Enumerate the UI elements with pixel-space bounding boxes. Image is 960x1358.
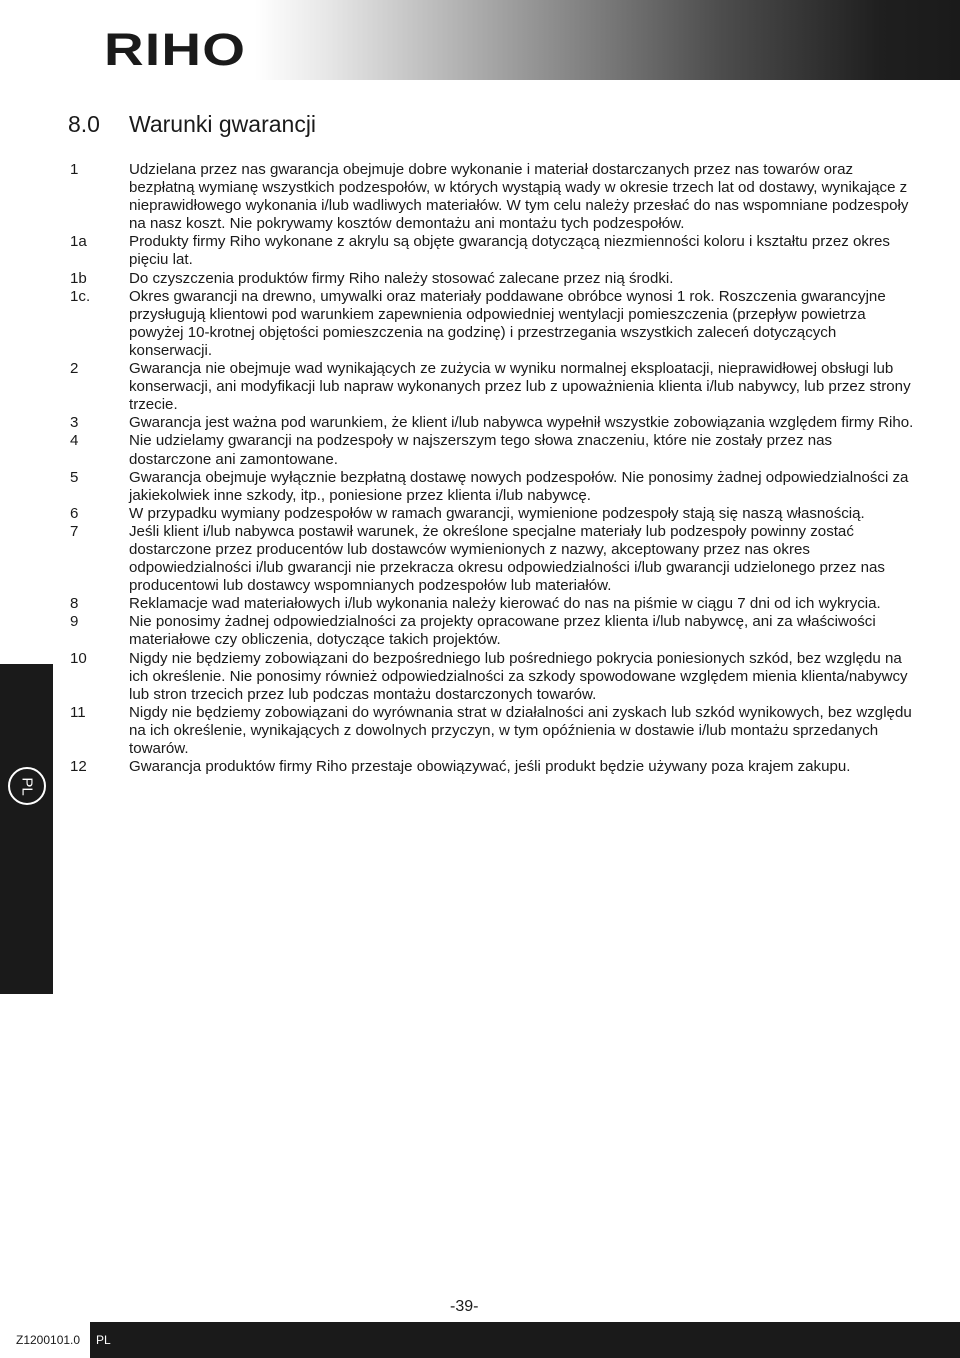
language-badge (8, 767, 46, 805)
list-item (70, 432, 920, 468)
language-side-tab (0, 664, 53, 994)
language-badge-label: PL (18, 776, 36, 796)
list-item (70, 595, 920, 613)
section-heading: Warunki gwarancji (129, 111, 317, 137)
list-item (70, 414, 920, 432)
item-text: Okres gwarancji na drewno, umywalki oraz materiały poddawane obróbce wynosi 1 rok. Roszczenia gwarancyjne przysługują klientowi pod warunkiem zapewnienia odpowiedniej wentylacji pomieszczenia (przepływ powietrza powyżej 10-krotnej objętości pomieszczenia na godzinę) i przestrzegania wszystkich zaleceń dotyczących konserwacji. (129, 287, 886, 359)
item-number: 11 (70, 703, 86, 721)
item-number: 9 (70, 613, 79, 631)
item-text: Do czyszczenia produktów firmy Riho należy stosować zalecane przez nią środki. (129, 269, 674, 287)
item-number: 2 (70, 360, 79, 378)
item-number: 6 (70, 504, 79, 522)
item-text: Gwarancja produktów firmy Riho przestaje obowiązywać, jeśli produkt będzie używany poza krajem zakupu. (129, 758, 851, 776)
list-item (70, 505, 920, 523)
list-item (70, 469, 920, 505)
item-number: 12 (70, 758, 87, 776)
item-number: 1c. (70, 287, 91, 305)
list-item (70, 233, 920, 269)
item-text: Gwarancja obejmuje wyłącznie bezpłatną dostawę nowych podzespołów. Nie ponosimy żadnej odpowiedzialności za jakiekolwiek inne szkody, itp., poniesione przez klienta i/lub nabywcę. (129, 468, 909, 504)
list-item (70, 523, 920, 595)
item-text: Nie udzielamy gwarancji na podzespoły w najszerszym tego słowa znaczeniu, które nie zostały przez nas dostarczone ani zamontowane. (129, 432, 833, 468)
item-text: Jeśli klient i/lub nabywca postawił warunek, że określone specjalne materiały lub podzespoły powinny zostać dostarczone przez producentów lub dostawców wymienionych z nazwy, akceptowany przez nas okres odpowiedzialności i/lub gwarancji nie przekracza okresu odpowiedzialności i/lub gwarancji udzielonego przez nas producentowi lub dostawcy wspomnianych podzespołów lub materiałów. (129, 522, 885, 595)
document-code: Z1200101.0 (0, 1322, 90, 1358)
item-text: Udzielana przez nas gwarancja obejmuje dobre wykonanie i materiał dostarczanych przez nas towarów oraz bezpłatną wymianę wszystkich podzespołów, w których wystąpią wady w okresie trzech lat od dostawy, wynikające z nieprawidłowego wykonania i/lub wadliwych materiałów. W tym celu należy przesłać do nas wspomniane podzespoły na nasz koszt. Nie pokrywamy kosztów demontażu ani montażu tych podzespołów. (129, 161, 909, 233)
item-text: Reklamacje wad materiałowych i/lub wykonania należy kierować do nas na piśmie w ciągu 7 dni od ich wykrycia. (129, 595, 881, 613)
item-number: 1 (70, 161, 79, 178)
list-item (70, 161, 920, 233)
item-text: Nigdy nie będziemy zobowiązani do wyrównania strat w działalności ani zyskach lub szkód wynikowych, bez względu na ich określenie, wynikających z dowolnych przyczyn, w tym opóźnienia w dostawie i/lub montażu sprzedanych towarów. (129, 703, 912, 757)
page-number: -39- (450, 1298, 479, 1315)
list-item (70, 270, 920, 288)
list-item (70, 360, 920, 414)
item-text: Nie ponosimy żadnej odpowiedzialności za projekty opracowane przez klienta i/lub nabywcę, ani za właściwości materiałowe czy obliczenia, dotyczące takich projektów. (129, 613, 876, 649)
item-text: Gwarancja jest ważna pod warunkiem, że klient i/lub nabywca wypełnił wszystkie zobowiązania względem firmy Riho. (129, 414, 914, 432)
list-item (70, 704, 920, 758)
item-text: Produkty firmy Riho wykonane z akrylu są objęte gwarancją dotyczącą niezmienności koloru i kształtu przez okres pięciu lat. (129, 233, 890, 269)
item-number: 7 (70, 522, 79, 540)
list-item (70, 288, 920, 360)
list-item (70, 650, 920, 704)
riho-logo: RIHO (104, 24, 247, 75)
footer-language: PL (96, 1333, 111, 1347)
item-text: Gwarancja nie obejmuje wad wynikających ze zużycia w wyniku normalnej eksploatacji, nieprawidłowej obsługi lub konserwacji, ani modyfikacji lub napraw wykonanych przez lub z upoważnienia klienta i/lub nabywcy, lub przez strony trzecie. (129, 360, 911, 414)
footer-band (0, 1322, 960, 1358)
item-text: W przypadku wymiany podzespołów w ramach gwarancji, wymienione podzespoły stają się naszą własnością. (129, 504, 865, 522)
item-number: 1b (70, 269, 87, 287)
item-number: 8 (70, 595, 79, 613)
list-item (70, 613, 920, 649)
list-item (70, 758, 920, 776)
item-number: 10 (70, 649, 87, 667)
item-text: Nigdy nie będziemy zobowiązani do bezpośredniego lub pośredniego pokrycia poniesionych szkód, bez względu na ich określenie. Nie ponosimy również odpowiedzialności za szkody spowodowane względem mienia klienta/nabywcy lub stron trzecich przez lub podczas montażu dostarczonych towarów. (129, 649, 908, 703)
section-title (68, 110, 316, 138)
item-number: 4 (70, 432, 79, 450)
item-number: 5 (70, 468, 79, 486)
item-number: 3 (70, 414, 79, 432)
section-number: 8.0 (68, 111, 100, 137)
item-number: 1a (70, 233, 87, 251)
warranty-items-list (70, 161, 920, 776)
